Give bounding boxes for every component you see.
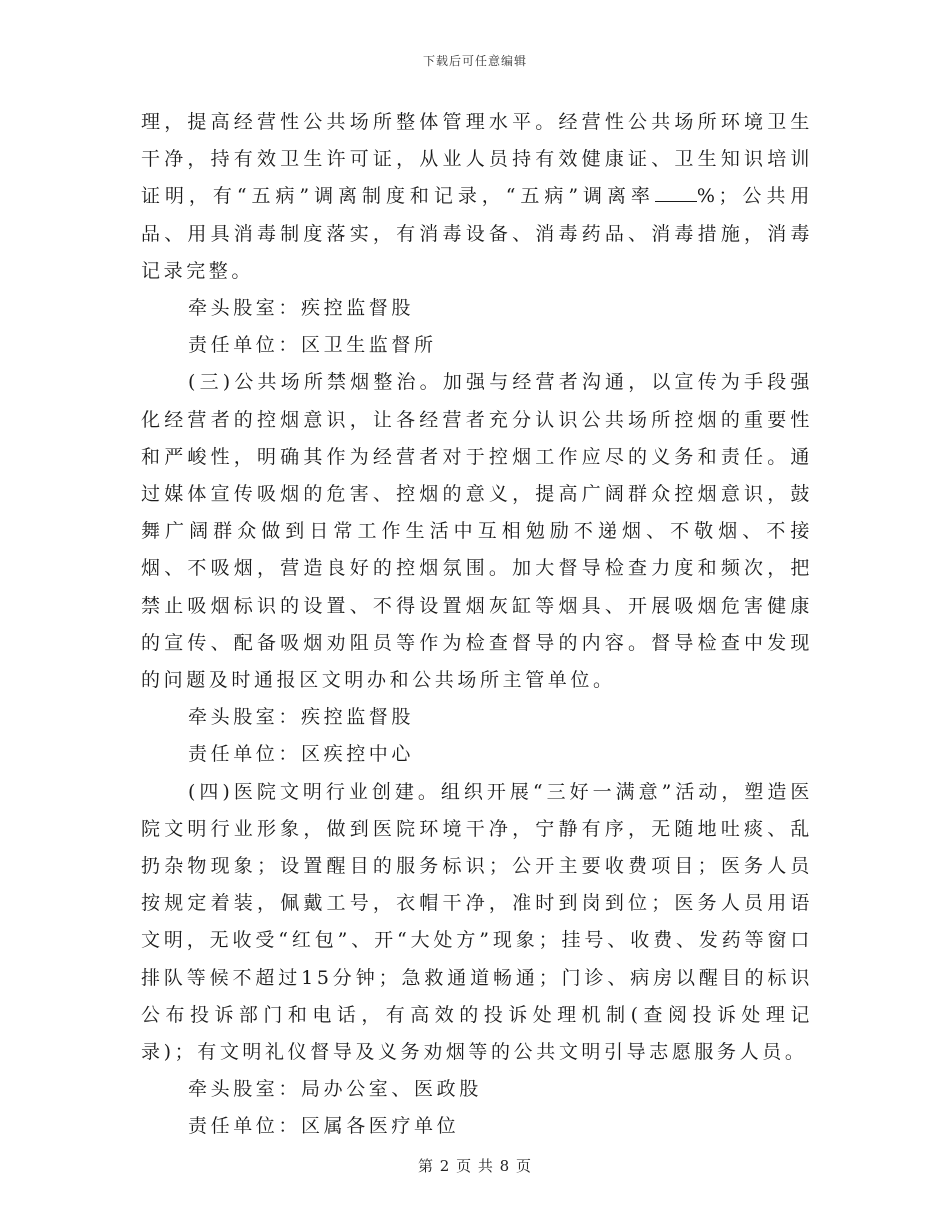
lead-department-line: 牵头股室：局办公室、医政股 [188, 1078, 482, 1101]
lead-department-line: 牵头股室：疾控监督股 [188, 297, 415, 320]
responsible-unit-line: 责任单位：区疾控中心 [188, 743, 415, 766]
responsible-unit-line: 责任单位：区卫生监督所 [188, 334, 437, 357]
responsible-unit-line: 责任单位：区属各医疗单位 [188, 1115, 460, 1138]
page-number: 第 2 页 共 8 页 [418, 1157, 532, 1175]
lead-department-line: 牵头股室：疾控监督股 [188, 706, 415, 729]
paragraph-hygiene-continued [141, 104, 813, 290]
fill-in-blank [655, 183, 697, 202]
document-body [141, 104, 813, 1146]
page-header: 下载后可任意编辑 [422, 54, 527, 68]
paragraph-text: %；公共用品、用具消毒制度落实，有消毒设备、消毒药品、消毒措施，消毒记录完整。 [141, 185, 813, 282]
paragraph-text: 理，提高经营性公共场所整体管理水平。经营性公共场所环境卫生干净，持有效卫生许可证，从业人员持有效健康证、卫生知识培训证明，有“五病”调离制度和记录，“五病”调离率 [141, 111, 813, 208]
paragraph-hospital-civility: (四)医院文明行业创建。组织开展“三好一满意”活动，塑造医院文明行业形象，做到医院环境干净，宁静有序，无随地吐痰、乱扔杂物现象；设置醒目的服务标识；公开主要收费项目；医务人员按规定着装，佩戴工号，衣帽干净，准时到岗到位；医务人员用语文明，无收受“红包”、开“大处方”现象；挂号、收费、发药等窗口排队等候不超过15分钟；急救通道畅通；门诊、病房以醒目的标识公布投诉部门和电话，有高效的投诉处理机制(查阅投诉处理记录)；有文明礼仪督导及义务劝烟等的公共文明引导志愿服务人员。 [141, 780, 813, 1064]
paragraph-smoking-ban: (三)公共场所禁烟整治。加强与经营者沟通，以宣传为手段强化经营者的控烟意识，让各经营者充分认识公共场所控烟的重要性和严峻性，明确其作为经营者对于控烟工作应尽的义务和责任。通过媒体宣传吸烟的危害、控烟的意义，提高广阔群众控烟意识，鼓舞广阔群众做到日常工作生活中互相勉励不递烟、不敬烟、不接烟、不吸烟，营造良好的控烟氛围。加大督导检查力度和频次，把禁止吸烟标识的设置、不得设置烟灰缸等烟具、开展吸烟危害健康的宣传、配备吸烟劝阻员等作为检查督导的内容。督导检查中发现的问题及时通报区文明办和公共场所主管单位。 [141, 371, 813, 692]
